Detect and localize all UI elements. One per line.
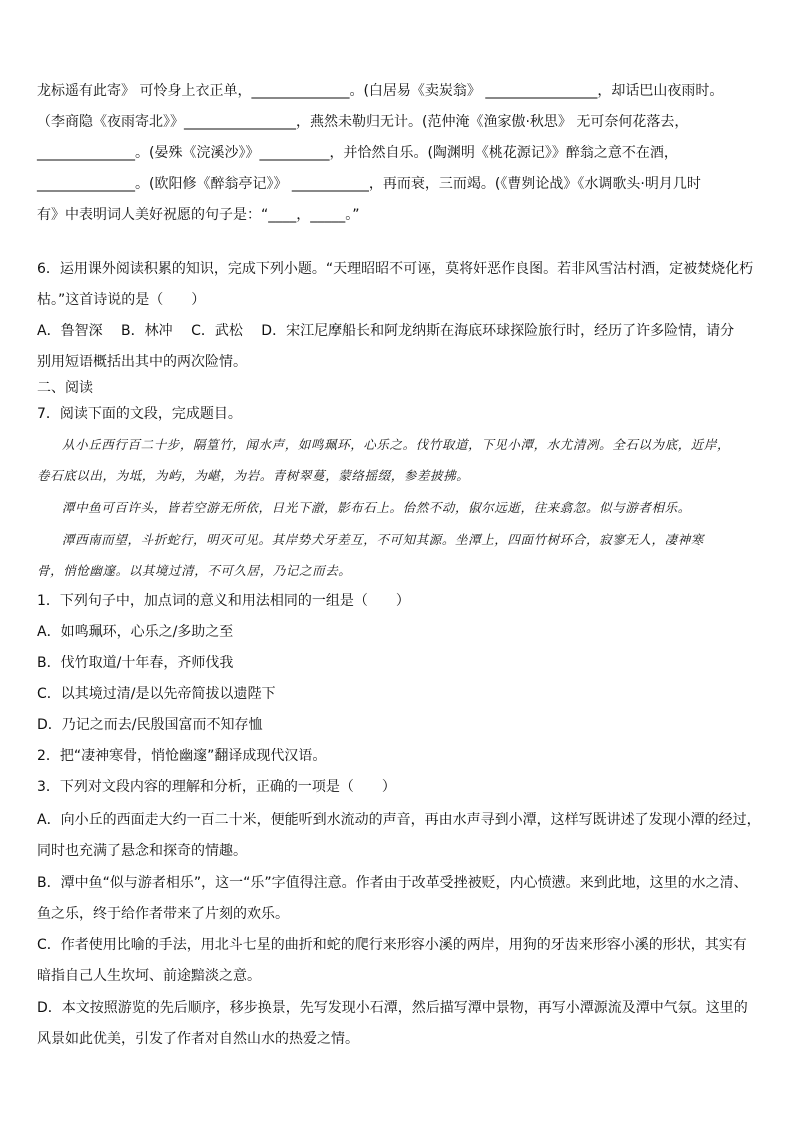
passage-p1-line-2: 卷石底以出，为坻，为屿，为嵁，为岩。青树翠蔓，蒙络摇缀，参差披拂。 xyxy=(37,468,470,483)
fill-in-line-4: ______________。(欧阳修《醉翁亭记》》 ___________，再而衰，三而竭。(《曹刿论战》《水调歌头·明月几时 xyxy=(37,176,701,192)
passage-p1-line-1: 从小丘西行百二十步，隔篁竹，闻水声，如鸣珮环，心乐之。伐竹取道，下见小潭，水尤清冽。全石以为底，近岸， xyxy=(62,437,731,452)
sub3-option-a-line-2: 同时也充满了悬念和探奇的情趣。 xyxy=(37,843,247,859)
sub3-option-a-line-1: A．向小丘的西面走大约一百二十米，便能听到水流动的声音，再由水声寻到小潭，这样写既讲述了发现小潭的经过， xyxy=(37,812,761,828)
fill-in-line-3: ______________。(晏殊《浣溪沙》》__________，并恰然自乐。(陶渊明《桃花源记》》醉翁之意不在酒， xyxy=(37,145,678,161)
sub3-option-b-line-2: 鱼之乐，终于给作者带来了片刻的欢乐。 xyxy=(37,906,289,922)
fill-in-line-1: 龙标遥有此寄》 可怜身上衣正单，______________。(白居易《卖炭翁》 ________________，却话巴山夜雨时。 xyxy=(37,83,724,99)
sub3-option-d-line-2: 风景如此优美，引发了作者对自然山水的热爱之情。 xyxy=(37,1031,359,1047)
sub1-option-c: C．以其境过清/是以先帝简拔以遗陛下 xyxy=(37,686,276,702)
sub1-option-a: A．如鸣珮环，心乐之/多助之至 xyxy=(37,624,234,640)
q6-stem-line-1: 6．运用课外阅读积累的知识，完成下列小题。“天理昭昭不可诬，莫将奸恶作良图。若非风雪沽村酒，定被焚烧化朽 xyxy=(37,261,754,277)
sub3-option-c-line-2: 暗指自己人生坎坷、前途黯淡之意。 xyxy=(37,968,261,984)
sub1-stem: 1．下列句子中，加点词的意义和用法相同的一组是（ ） xyxy=(37,593,410,609)
passage-p2-line-1: 潭中鱼可百许头，皆若空游无所依，日光下澈，影布石上。佁然不动，俶尔远逝，往来翕忽。似与游者相乐。 xyxy=(62,500,691,515)
fill-in-line-5: 有》中表明词人美好祝愿的句子是：“____，_____。” xyxy=(37,207,360,223)
q6-options-line-2: 别用短语概括出其中的两次险情。 xyxy=(37,354,247,370)
fill-in-line-2: （李商隐《夜雨寄北》》________________，燕然未勒归无计。(范仲淹《渔家傲·秋思》 无可奈何花落去， xyxy=(37,114,689,130)
passage-p3-line-2: 骨，悄怆幽邃。以其境过清，不可久居，乃记之而去。 xyxy=(37,563,352,578)
section-title-reading: 二、阅读 xyxy=(37,380,93,396)
q6-options-line: A．鲁智深 B．林冲 C．武松 D．宋江尼摩船长和阿龙纳斯在海底环球探险旅行时，经历了许多险情，请分 xyxy=(37,323,735,339)
sub2-stem: 2．把“凄神寒骨，悄怆幽邃”翻译成现代汉语。 xyxy=(37,748,327,764)
passage-p3-line-1: 潭西南而望，斗折蛇行，明灭可见。其岸势犬牙差互，不可知其源。坐潭上，四面竹树环合，寂寥无人，凄神寒 xyxy=(62,532,704,547)
q6-stem-line-2: 枯。”这首诗说的是（ ） xyxy=(37,292,206,308)
sub3-option-d-line-1: D．本文按照游览的先后顺序，移步换景，先写发现小石潭，然后描写潭中景物，再写小潭源流及潭中气氛。这里的 xyxy=(37,1000,748,1016)
sub1-option-b: B．伐竹取道/十年春，齐师伐我 xyxy=(37,655,234,671)
sub3-option-b-line-1: B．潭中鱼“似与游者相乐”，这一“乐”字值得注意。作者由于改革受挫被贬，内心愤懑。来到此地，这里的水之清、 xyxy=(37,875,748,891)
sub1-option-d: D．乃记之而去/民殷国富而不知存恤 xyxy=(37,717,263,733)
sub3-option-c-line-1: C．作者使用比喻的手法，用北斗七星的曲折和蛇的爬行来形容小溪的两岸，用狗的牙齿来形容小溪的形状，其实有 xyxy=(37,937,747,953)
q7-title: 7．阅读下面的文段，完成题目。 xyxy=(37,406,242,422)
sub3-stem: 3．下列对文段内容的理解和分析，正确的一项是（ ） xyxy=(37,779,396,795)
